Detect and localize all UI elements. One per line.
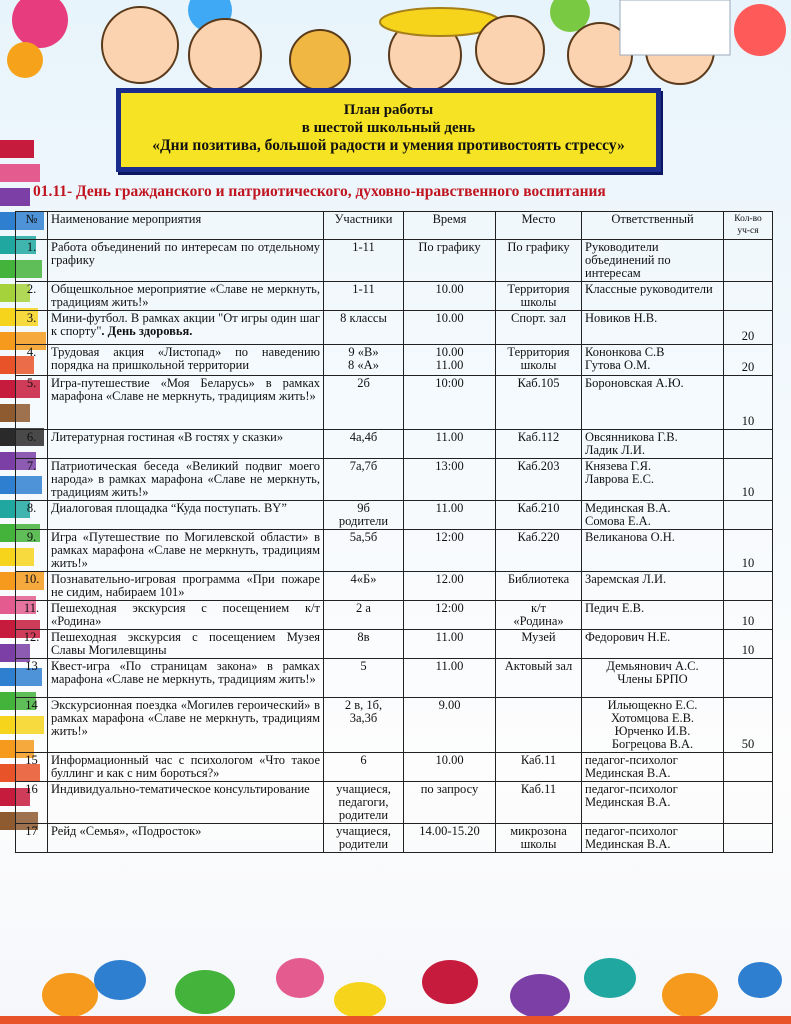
count-cell-text: 10: [741, 485, 755, 499]
activity-name-text: Литературная гостиная «В гостях у сказки»: [51, 430, 284, 444]
count-cell: [724, 698, 773, 753]
row-number-text: 5.: [26, 376, 37, 390]
place-cell: [496, 782, 582, 824]
time-cell-text: По графику: [418, 240, 481, 254]
responsible-cell: [582, 753, 724, 782]
time-cell: [404, 501, 496, 530]
time-cell-text: 13:00: [435, 459, 464, 473]
count-cell: [724, 430, 773, 459]
place-cell: [496, 311, 582, 345]
responsible-cell: [582, 376, 724, 430]
table-row: [16, 345, 773, 376]
participants-cell-text: 8 классы: [340, 311, 387, 325]
participants-cell-text: 1-11: [352, 282, 375, 296]
time-cell-text: 10.00 11.00: [435, 345, 464, 372]
count-cell: [724, 376, 773, 430]
activity-name: [48, 824, 324, 853]
responsible-cell: [582, 459, 724, 501]
activity-name-text: Общешкольное мероприятие «Славе не меркнуть, традициям жить!»: [51, 282, 320, 309]
table-row: [16, 282, 773, 311]
responsible-cell: [582, 530, 724, 572]
time-cell: [404, 530, 496, 572]
place-cell-text: Библиотека: [507, 572, 570, 586]
place-cell-text: Территория школы: [507, 282, 570, 309]
responsible-cell-text: Классные руководители: [585, 282, 713, 296]
place-cell-text: Каб.210: [517, 501, 560, 515]
responsible-cell: [582, 282, 724, 311]
table-header-row: [16, 212, 773, 240]
activity-name: [48, 345, 324, 376]
activity-name-text: Игра-путешествие «Моя Беларусь» в рамках марафона «Славе не меркнуть, традициям жить!»: [51, 376, 320, 403]
count-cell: [724, 501, 773, 530]
place-cell: [496, 572, 582, 601]
time-cell: [404, 282, 496, 311]
participants-cell-text: 2 а: [356, 601, 371, 615]
row-number: [16, 782, 48, 824]
time-cell-text: 12.00: [435, 572, 464, 586]
count-cell: [724, 753, 773, 782]
row-number: [16, 345, 48, 376]
table-row: [16, 824, 773, 853]
table-row: [16, 501, 773, 530]
time-cell: [404, 782, 496, 824]
activity-name-text: Пешеходная экскурсия с посещением Музея Славы Могилевщины: [51, 630, 320, 657]
count-cell: [724, 282, 773, 311]
day-heading: 01.11- День гражданского и патриотического, духовно-нравственного воспитания: [33, 183, 606, 200]
time-cell: [404, 824, 496, 853]
place-cell: [496, 698, 582, 753]
participants-cell: [324, 345, 404, 376]
time-cell-text: 11.00: [435, 501, 464, 515]
responsible-cell: [582, 311, 724, 345]
participants-cell-text: 1-11: [352, 240, 375, 254]
activity-name: [48, 530, 324, 572]
row-number: [16, 753, 48, 782]
participants-cell: [324, 501, 404, 530]
table-row: [16, 311, 773, 345]
place-cell: [496, 753, 582, 782]
activity-name: [48, 753, 324, 782]
header-time: Время: [404, 212, 496, 240]
place-cell-text: Каб.203: [517, 459, 560, 473]
row-number: [16, 376, 48, 430]
row-number: [16, 311, 48, 345]
responsible-cell: [582, 430, 724, 459]
place-cell: [496, 501, 582, 530]
place-cell: [496, 630, 582, 659]
participants-cell: [324, 659, 404, 698]
place-cell: [496, 376, 582, 430]
row-number: [16, 572, 48, 601]
time-cell-text: 11.00: [435, 430, 464, 444]
place-cell-text: По графику: [507, 240, 570, 254]
time-cell-text: 10.00: [435, 282, 464, 296]
row-number-text: 8.: [26, 501, 37, 515]
place-cell: [496, 430, 582, 459]
banner-line-2: в шестой школьный день: [301, 120, 476, 136]
table-row: [16, 530, 773, 572]
responsible-cell: [582, 824, 724, 853]
place-cell-text: Музей: [521, 630, 556, 644]
responsible-cell: [582, 572, 724, 601]
participants-cell: [324, 376, 404, 430]
table-row: [16, 240, 773, 282]
header-responsible: Ответственный: [582, 212, 724, 240]
time-cell: [404, 459, 496, 501]
count-cell: [724, 601, 773, 630]
participants-cell: [324, 240, 404, 282]
count-cell: [724, 782, 773, 824]
activity-name: [48, 782, 324, 824]
table-row: [16, 698, 773, 753]
activity-name: [48, 240, 324, 282]
place-cell: [496, 601, 582, 630]
row-number: [16, 530, 48, 572]
responsible-cell-text: Новиков Н.В.: [585, 311, 658, 325]
row-number-text: 6.: [26, 430, 37, 444]
participants-cell: [324, 753, 404, 782]
activity-name: [48, 376, 324, 430]
row-number-text: 17: [25, 824, 38, 838]
count-cell: [724, 630, 773, 659]
participants-cell: [324, 282, 404, 311]
row-number-text: 4.: [26, 345, 37, 359]
row-number-text: 11.: [23, 601, 40, 615]
activity-name-text: Индивидуально-тематическое консультирование: [51, 782, 310, 796]
time-cell: [404, 430, 496, 459]
activity-name-text: Игра «Путешествие по Могилевской области» в рамках марафона «Славе не меркнуть, традициям жить!»: [51, 530, 320, 570]
responsible-cell: [582, 630, 724, 659]
header-num: №: [16, 212, 48, 240]
activity-name: [48, 501, 324, 530]
responsible-cell-text: Заремская Л.И.: [585, 572, 667, 586]
row-number-text: 2.: [26, 282, 37, 296]
activities-table: [15, 211, 773, 853]
time-cell: [404, 601, 496, 630]
place-cell-text: Территория школы: [507, 345, 570, 372]
count-cell: [724, 345, 773, 376]
kids-illustration: [0, 0, 791, 95]
activity-name: [48, 430, 324, 459]
activity-name-text: Трудовая акция «Листопад» по наведению порядка на пришкольной территории: [51, 345, 320, 372]
row-number-text: 12.: [23, 630, 40, 644]
activity-name: [48, 572, 324, 601]
activity-name: [48, 630, 324, 659]
count-cell: [724, 240, 773, 282]
table-row: [16, 430, 773, 459]
banner-line-1: План работы: [343, 102, 434, 118]
responsible-cell-text: Кононкова С.В Гутова О.М.: [585, 345, 665, 372]
participants-cell-text: 7а,7б: [349, 459, 378, 473]
participants-cell-text: учащиеся, педагоги, родители: [336, 782, 391, 822]
count-cell: [724, 530, 773, 572]
row-number-text: 16: [25, 782, 38, 796]
participants-cell-text: 5а,5б: [349, 530, 378, 544]
place-cell-text: Каб.112: [517, 430, 560, 444]
responsible-cell: [582, 501, 724, 530]
row-number: [16, 240, 48, 282]
time-cell-text: 11.00: [435, 630, 464, 644]
activity-name: [48, 601, 324, 630]
time-cell: [404, 572, 496, 601]
row-number: [16, 430, 48, 459]
participants-cell: [324, 572, 404, 601]
header-place: Место: [496, 212, 582, 240]
responsible-cell-text: Бороновская А.Ю.: [585, 376, 684, 390]
time-cell: [404, 376, 496, 430]
activity-name: [48, 659, 324, 698]
place-cell-text: Каб.220: [517, 530, 560, 544]
activity-name-text: Экскурсионная поездка «Могилев героический» в рамках марафона «Славе не меркнуть, традициям жить!»: [51, 698, 320, 738]
header-participants: Участники: [324, 212, 404, 240]
count-cell-text: 10: [741, 643, 755, 657]
responsible-cell: [582, 782, 724, 824]
time-cell: [404, 345, 496, 376]
responsible-cell: [582, 345, 724, 376]
participants-cell: [324, 430, 404, 459]
count-cell-text: 10: [741, 556, 755, 570]
time-cell-text: 12:00: [435, 530, 464, 544]
row-number-text: 14: [25, 698, 38, 712]
participants-cell-text: 2б: [357, 376, 370, 390]
place-cell-text: Спорт. зал: [511, 311, 566, 325]
participants-cell: [324, 601, 404, 630]
row-number: [16, 630, 48, 659]
table-row: [16, 782, 773, 824]
place-cell-text: Актовый зал: [504, 659, 573, 673]
row-number: [16, 824, 48, 853]
time-cell: [404, 659, 496, 698]
responsible-cell-text: Руководители объединений по интересам: [585, 240, 671, 280]
row-number-text: 9.: [26, 530, 37, 544]
time-cell-text: 9.00: [438, 698, 461, 712]
activity-name-text: Диалоговая площадка “Куда поступать. BY”: [51, 501, 287, 515]
count-cell-text: 10: [741, 414, 755, 428]
table-row: [16, 659, 773, 698]
row-number-text: 13: [25, 659, 38, 673]
count-cell: [724, 659, 773, 698]
place-cell: [496, 282, 582, 311]
participants-cell: [324, 311, 404, 345]
table-row: [16, 376, 773, 430]
place-cell: [496, 659, 582, 698]
place-cell-text: микрозона школы: [510, 824, 567, 851]
responsible-cell: [582, 659, 724, 698]
place-cell: [496, 459, 582, 501]
activity-name: [48, 311, 324, 345]
place-cell: [496, 530, 582, 572]
count-cell: [724, 824, 773, 853]
participants-cell: [324, 824, 404, 853]
responsible-cell-text: педагог-психолог Мединская В.А.: [585, 782, 678, 809]
responsible-cell-text: Федорович Н.Е.: [585, 630, 671, 644]
title-banner: [116, 88, 661, 172]
participants-cell-text: 2 в, 1б, 3а,3б: [344, 698, 383, 725]
place-cell: [496, 345, 582, 376]
activity-name-text: Квест-игра «По страницам закона» в рамках марафона «Славе не меркнуть, традициям жить!»: [51, 659, 320, 686]
time-cell-text: 12:00: [435, 601, 464, 615]
participants-cell-text: 9 «В» 8 «А»: [348, 345, 379, 372]
row-number: [16, 601, 48, 630]
row-number: [16, 698, 48, 753]
activity-name: [48, 698, 324, 753]
table-row: [16, 753, 773, 782]
table-row: [16, 601, 773, 630]
activity-name-text: Рейд «Семья», «Подросток»: [51, 824, 202, 838]
responsible-cell-text: Князева Г.Я. Лаврова Е.С.: [585, 459, 655, 486]
participants-cell-text: 6: [360, 753, 367, 767]
participants-cell: [324, 630, 404, 659]
count-cell: [724, 311, 773, 345]
activity-name-text: Познавательно-игровая программа «При пожаре не сидим, набираем 101»: [51, 572, 320, 599]
participants-cell-text: 5: [360, 659, 367, 673]
time-cell: [404, 698, 496, 753]
participants-cell: [324, 782, 404, 824]
activity-name-text: Пешеходная экскурсия с посещением к/т «Родина»: [51, 601, 320, 628]
header-count: Кол-во уч-ся: [724, 212, 773, 240]
row-number: [16, 659, 48, 698]
table-row: [16, 459, 773, 501]
activity-name-text: Патриотическая беседа «Великий подвиг моего народа» в рамках марафона «Славе не меркнуть, традициям жить!»: [51, 459, 320, 499]
table-row: [16, 630, 773, 659]
count-cell: [724, 572, 773, 601]
time-cell-text: 11.00: [435, 659, 464, 673]
row-number: [16, 501, 48, 530]
responsible-cell: [582, 601, 724, 630]
handprints-illustration: [0, 900, 791, 1024]
participants-cell-text: учащиеся, родители: [336, 824, 391, 851]
responsible-cell-text: Мединская В.А. Сомова Е.А.: [585, 501, 671, 528]
time-cell: [404, 753, 496, 782]
responsible-cell: [582, 240, 724, 282]
count-cell-text: 50: [741, 737, 755, 751]
responsible-cell-text: Демьянович А.С. Члены БРПО: [606, 659, 699, 686]
place-cell-text: Каб.11: [520, 782, 557, 796]
time-cell: [404, 240, 496, 282]
time-cell-text: по запросу: [420, 782, 479, 796]
count-cell-text: 10: [741, 614, 755, 628]
time-cell-text: 10:00: [435, 376, 464, 390]
responsible-cell-text: Ильющекно Е.С. Хотомцова Е.В. Юрченко И.В. Богрецова В.А.: [607, 698, 698, 751]
participants-cell: [324, 530, 404, 572]
participants-cell-text: 4а,4б: [349, 430, 378, 444]
responsible-cell-text: Овсянникова Г.В. Ладик Л.И.: [585, 430, 678, 457]
place-cell-text: Каб.105: [517, 376, 560, 390]
time-cell: [404, 311, 496, 345]
place-cell: [496, 240, 582, 282]
place-cell-text: к/т «Родина»: [513, 601, 564, 628]
responsible-cell-text: педагог-психолог Мединская В.А.: [585, 753, 678, 780]
participants-cell-text: 9б родители: [338, 501, 389, 528]
activity-name-text: Мини-футбол. В рамках акции "От игры один шаг к спорту": [51, 311, 320, 338]
responsible-cell-text: Великанова О.Н.: [585, 530, 675, 544]
row-number-text: 1.: [26, 240, 37, 254]
count-cell-text: 20: [741, 329, 755, 343]
responsible-cell: [582, 698, 724, 753]
row-number-text: 10.: [23, 572, 40, 586]
responsible-cell-text: Педич Е.В.: [585, 601, 645, 615]
activity-name-bold-text: . День здоровья.: [101, 324, 193, 338]
activity-name-text: Работа объединений по интересам по отдельному графику: [51, 240, 320, 267]
participants-cell-text: 4«Б»: [350, 572, 377, 586]
participants-cell-text: 8в: [357, 630, 370, 644]
row-number-text: 3.: [26, 311, 37, 325]
header-name: Наименование мероприятия: [48, 212, 324, 240]
row-number: [16, 459, 48, 501]
time-cell: [404, 630, 496, 659]
time-cell-text: 10.00: [435, 753, 464, 767]
responsible-cell-text: педагог-психолог Мединская В.А.: [585, 824, 678, 851]
participants-cell: [324, 698, 404, 753]
row-number-text: 7.: [26, 459, 37, 473]
time-cell-text: 14.00-15.20: [419, 824, 480, 838]
participants-cell: [324, 459, 404, 501]
place-cell: [496, 824, 582, 853]
row-number-text: 15: [25, 753, 38, 767]
time-cell-text: 10.00: [435, 311, 464, 325]
place-cell-text: Каб.11: [520, 753, 557, 767]
activity-name: [48, 282, 324, 311]
activity-name-text: Информационный час с психологом «Что такое буллинг и как с ним бороться?»: [51, 753, 320, 780]
row-number: [16, 282, 48, 311]
banner-line-3: «Дни позитива, большой радости и умения противостоять стрессу»: [152, 137, 625, 154]
count-cell-text: 20: [741, 360, 755, 374]
activity-name: [48, 459, 324, 501]
count-cell: [724, 459, 773, 501]
table-row: [16, 572, 773, 601]
